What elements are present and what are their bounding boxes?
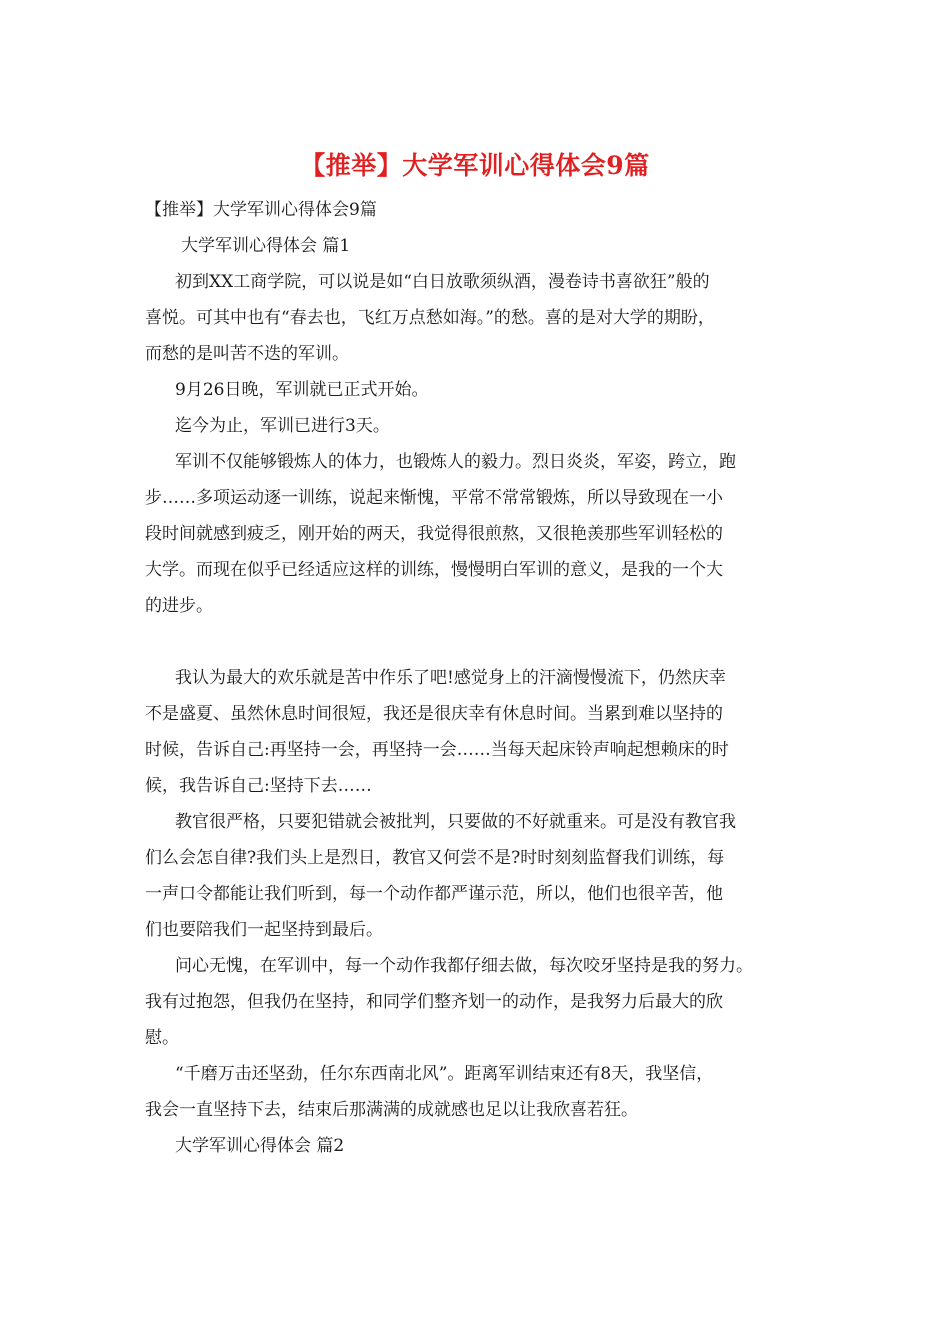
paragraph-line: 慰。 xyxy=(145,1028,179,1048)
paragraph-line: 们也要陪我们一起坚持到最后。 xyxy=(145,920,383,940)
paragraph-line: 而愁的是叫苦不迭的军训。 xyxy=(145,344,349,364)
blank-line xyxy=(145,624,815,660)
document-title: 【推举】大学军训心得体会9篇 xyxy=(300,151,650,180)
paragraph-line: 一声口令都能让我们听到，每一个动作都严谨示范，所以，他们也很辛苦，他 xyxy=(145,884,723,904)
paragraph-line: 军训不仅能够锻炼人的体力，也锻炼人的毅力。烈日炎炎，军姿，跨立，跑 xyxy=(175,452,736,472)
paragraph-line: 我会一直坚持下去，结束后那满满的成就感也足以让我欣喜若狂。 xyxy=(145,1100,638,1120)
paragraph-line: 初到XX工商学院，可以说是如“白日放歌须纵酒，漫卷诗书喜欲狂”般的 xyxy=(175,272,710,292)
paragraph-line: 候，我告诉自己:坚持下去…… xyxy=(145,776,372,796)
section-heading: 大学军训心得体会 篇1 xyxy=(181,236,351,256)
paragraph-line: 我有过抱怨，但我仍在坚持，和同学们整齐划一的动作，是我努力后最大的欣 xyxy=(145,992,723,1012)
paragraph-line: 步……多项运动逐一训练，说起来惭愧，平常不常常锻炼，所以导致现在一小 xyxy=(145,488,723,508)
paragraph-line: 迄今为止，军训已进行3天。 xyxy=(175,416,390,436)
paragraph-line: 段时间就感到疲乏，刚开始的两天，我觉得很煎熬，又很艳羡那些军训轻松的 xyxy=(145,524,723,544)
subtitle-line: 【推举】大学军训心得体会9篇 xyxy=(145,200,377,220)
document-body xyxy=(145,192,815,1164)
paragraph-line: 不是盛夏、虽然休息时间很短，我还是很庆幸有休息时间。当累到难以坚持的 xyxy=(145,704,723,724)
paragraph-line: 问心无愧，在军训中，每一个动作我都仔细去做，每次咬牙坚持是我的努力。 xyxy=(175,956,753,976)
paragraph-line: 的进步。 xyxy=(145,596,213,616)
paragraph-line: 9月26日晚，军训就已正式开始。 xyxy=(175,380,429,400)
paragraph-line: 教官很严格，只要犯错就会被批判，只要做的不好就重来。可是没有教官我 xyxy=(175,812,736,832)
paragraph-line: 大学。而现在似乎已经适应这样的训练，慢慢明白军训的意义，是我的一个大 xyxy=(145,560,723,580)
paragraph-line: “千磨万击还坚劲，任尔东西南北风”。距离军训结束还有8天，我坚信， xyxy=(175,1064,714,1084)
section-heading: 大学军训心得体会 篇2 xyxy=(175,1136,345,1156)
paragraph-line: 我认为最大的欢乐就是苦中作乐了吧!感觉身上的汗滴慢慢流下，仍然庆幸 xyxy=(175,668,726,688)
paragraph-line: 时候，告诉自己:再坚持一会，再坚持一会……当每天起床铃声响起想赖床的时 xyxy=(145,740,729,760)
paragraph-line: 喜悦。可其中也有“春去也，飞红万点愁如海。”的愁。喜的是对大学的期盼， xyxy=(145,308,715,328)
paragraph-line: 们么会怎自律?我们头上是烈日，教官又何尝不是?时时刻刻监督我们训练，每 xyxy=(145,848,725,868)
